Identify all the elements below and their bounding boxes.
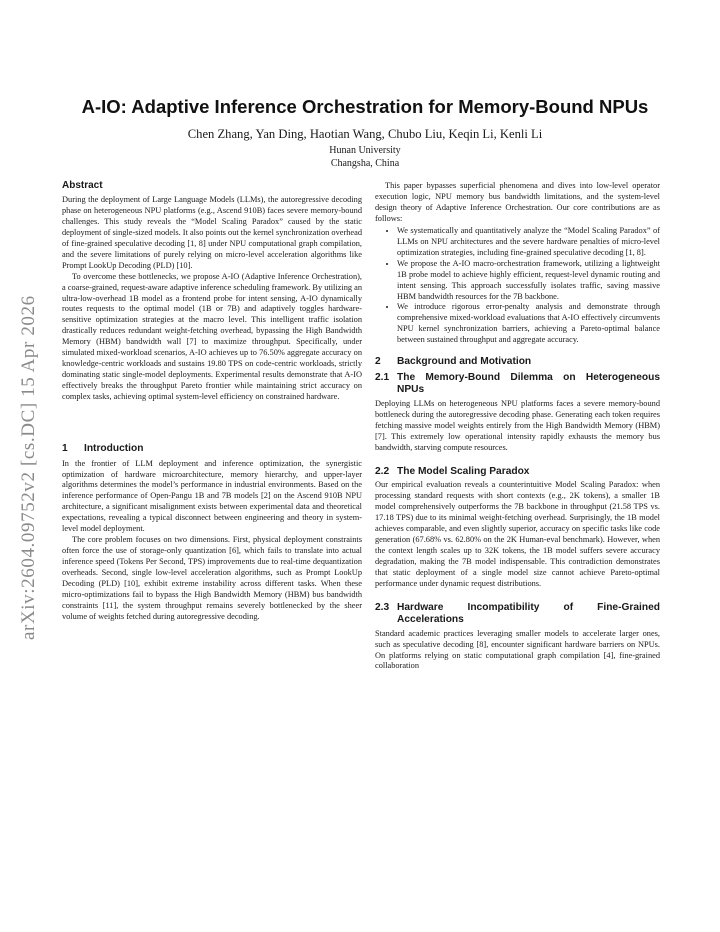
intro-paragraph-2: The core problem focuses on two dimensions. First, physical deployment constraints often force the use of storage-only quantization [6], which fails to translate into actual inference speed (Tokens Per Second, TPS) improvements due to real-time dequantization overheads. Second, single low-level acceleration algorithms, such as Prompt LookUp Decoding (PLD) [10], exhibit extreme instability across different tasks. When these micro-optimizations fail to bypass the High Bandwidth Memory (HBM) bus bandwidth constraints [11], the system throughput remains severely bottlenecked by the sheer volume of weights fetched during autoregressive decoding.: [62, 535, 362, 621]
author-list: Chen Zhang, Yan Ding, Haotian Wang, Chubo Liu, Keqin Li, Kenli Li: [187, 127, 543, 141]
subsection-title: The Memory-Bound Dilemma on Heterogeneous NPUs: [397, 371, 660, 396]
spacer: [375, 590, 660, 602]
subsection-heading-hardware-incompatibility: [375, 602, 660, 627]
spacer: [62, 403, 362, 443]
subsection-title: The Model Scaling Paradox: [397, 465, 530, 477]
right-column: [375, 181, 660, 672]
section-title: Background and Motivation: [397, 356, 532, 368]
affiliation-location: Changsha, China: [330, 158, 400, 169]
spacer: [375, 454, 660, 466]
contribution-item: • We introduce rigorous error-penalty analysis and demonstrate through comprehensive mixed-workload evaluations that A-IO effectively circumvents NPU kernel synchronization barriers, achieving a Pareto-optimal balance between sustained throughput and aggregate accuracy.: [397, 302, 660, 346]
section-number: 2: [375, 356, 381, 368]
left-column: [62, 181, 362, 623]
intro-paragraph-1: In the frontier of LLM deployment and inference optimization, the synergistic optimization of hardware microarchitecture, memory hierarchy, and upper-layer algorithms determines the model’s performance in industrial environments. Based on the inference performance of Open-Pangu 1B and 7B models [2] on the Ascend 910B NPU architecture, a significant misalignment exists between experimental data and theoretical expectations, revealing a typical disconnect between engineering and theory in system-level model deployment.: [62, 458, 362, 534]
section-2-1-paragraph: Deploying LLMs on heterogeneous NPU platforms faces a severe memory-bound bottleneck during the autoregressive decoding phase. Generating each token requires fetching massive model weights entirely from the High Bandwidth Memory (HBM) [7]. This extremely low operational intensity rapidly exhausts the memory bus bandwidth, starving compute resources.: [375, 398, 660, 452]
subsection-number: 2.1: [375, 371, 390, 383]
contributions-list: [375, 226, 660, 346]
section-2-2-paragraph: Our empirical evaluation reveals a counterintuitive Model Scaling Paradox: when processing standard requests with short contexts (e.g., 2K tokens), a smaller 1B model comprehensively outperforms the 7B backbone in throughput (21.58 TPS vs. 17.18 TPS) due to its minimal weight-fetching overhead. Surprisingly, the 1B model achieves comparable, and even slightly superior, accuracy on specific tasks like code generation (67.68% vs. 62.80% on the 2K Human-eval benchmark). However, when the context length scales up to 32K tokens, the 1B model suffers severe accuracy degradation, making the 7B model indispensable. This contradiction demonstrates that static deployment of a single model size cannot achieve Pareto-optimal performance under dynamic request distributions.: [375, 480, 660, 588]
subsection-title: Hardware Incompatibility of Fine-Grained Accelerations: [397, 601, 660, 626]
abstract-heading: Abstract: [62, 180, 103, 191]
section-title: Introduction: [84, 443, 144, 455]
contribution-item: • We systematically and quantitatively analyze the “Model Scaling Paradox” of LLMs on NPU architectures and the severe hardware penalties of micro-level optimization strategies, including fine-grained speculative decoding [1, 8].: [397, 226, 660, 259]
section-heading-background: [375, 356, 660, 369]
subsection-heading-memory-bound: [375, 372, 660, 397]
subsection-number: 2.2: [375, 465, 390, 477]
spacer: [375, 346, 660, 356]
section-2-3-paragraph: Standard academic practices leveraging smaller models to accelerate larger ones, such as speculative decoding [8], encounter significant hardware barriers on NPUs. On platforms relying on static computational graph compilation [4], fine-grained collaboration: [375, 628, 660, 671]
section-heading-introduction: [62, 443, 362, 456]
paper-title: A-IO: Adaptive Inference Orchestration for Memory-Bound NPUs: [81, 96, 649, 117]
contribution-item: • We propose the A-IO macro-orchestration framework, utilizing a lightweight 1B probe model to achieve highly efficient, request-level dynamic routing and intent sensing. This approach successfully isolates traffic, saving massive HBM bandwidth resources for the 7B backbone.: [397, 259, 660, 303]
subsection-number: 2.3: [375, 601, 390, 613]
section-number: 1: [62, 443, 68, 455]
arxiv-identifier-stamp: arXiv:2604.09752v2 [cs.DC] 15 Apr 2026: [18, 295, 39, 640]
subsection-heading-scaling-paradox: [375, 466, 660, 479]
affiliation: Hunan University: [329, 145, 401, 156]
abstract-paragraph-1: During the deployment of Large Language Models (LLMs), the autoregressive decoding phase on heterogeneous NPU platforms (e.g., Ascend 910B) faces severe memory-bound challenges. This study reveals the “Model Scaling Paradox” caused by the static deployment of single-sized models. It also points out the kernel synchronization overhead of fine-grained speculative decoding [1, 8] under NPU computational graph compilation, and the severe limitations of purely relying on micro-level acceleration algorithms like Prompt LookUp Decoding (PLD) [10].: [62, 194, 362, 270]
contributions-intro-paragraph: This paper bypasses superficial phenomena and dives into low-level operator execution logic, NPU memory bus bandwidth limitations, and the system-level design theory of Adaptive Inference Orchestration. Our core contributions are as follows:: [375, 181, 660, 223]
abstract-paragraph-2: To overcome these bottlenecks, we propose A-IO (Adaptive Inference Orchestration), a coarse-grained, request-aware adaptive inference scheduling framework. By utilizing an ultra-low-overhead 1B model as a frontend probe for intent sensing, A-IO dynamically routes requests to the optimal model (1B or 7B) and adaptively toggles hardware-sensitive optimization strategies at the macro level. This intelligent traffic isolation drastically reduces redundant weight-fetching overhead, bypassing the High Bandwidth Memory (HBM) bandwidth wall [7] to maximize throughput. Specifically, under simulated mixed-workload scenarios, A-IO achieves up to 76.50% aggregate accuracy on knowledge-centric workloads and sustains 19.80 TPS on code-centric workloads, strictly dominating static single-model deployments. Experimental results demonstrate that A-IO effectively breaks the throughput Pareto frontier while maintaining strict accuracy on complex tasks, achieving optimal system-level efficiency on constrained hardware.: [62, 271, 363, 402]
